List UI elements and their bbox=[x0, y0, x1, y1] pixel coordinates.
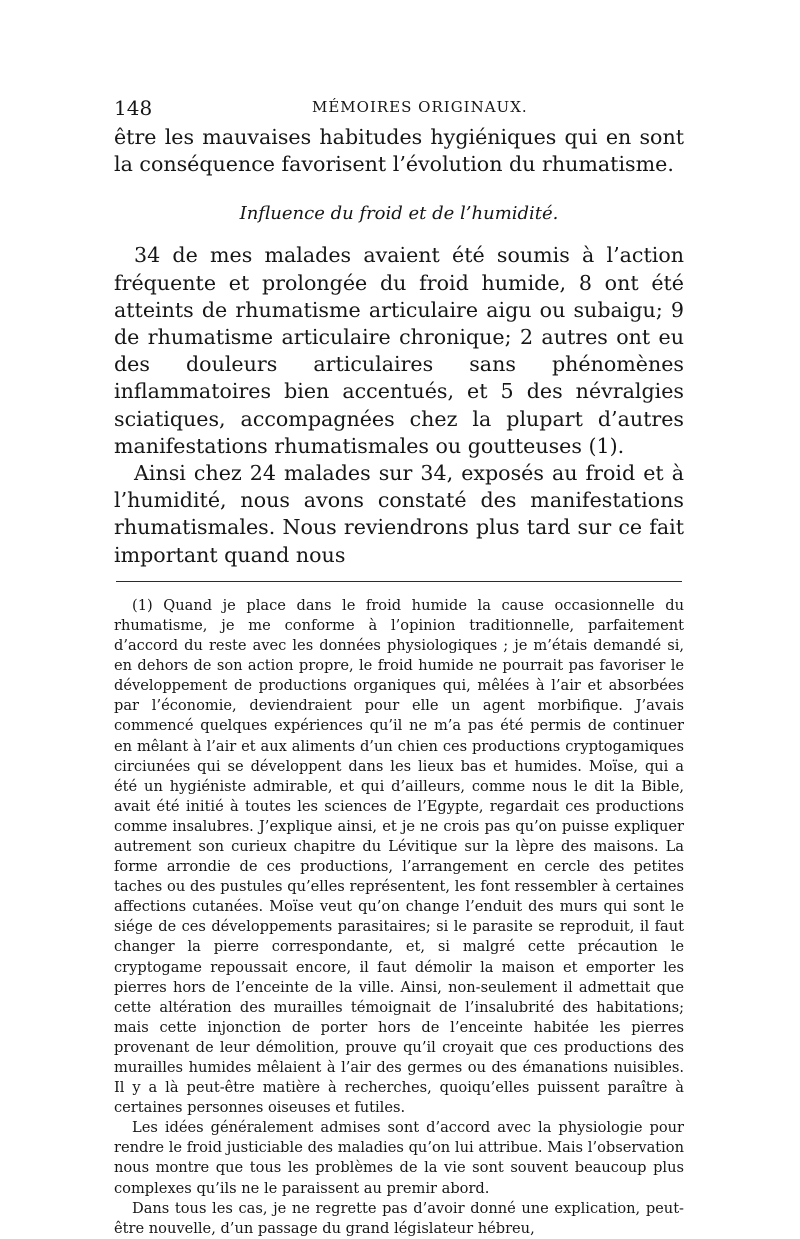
intro-paragraph: être les mauvaises habitudes hygiéniques qui en sont la conséquence favorisent l’évolution du rhumatisme. bbox=[114, 125, 684, 177]
page-number: 148 bbox=[114, 96, 153, 120]
running-title: MÉMOIRES ORIGINAUX. bbox=[312, 98, 528, 116]
footnote-paragraph: Dans tous les cas, je ne regrette pas d’avoir donné une explication, peut-être nouvelle, d’un passage du grand législateur hébreu, bbox=[114, 1199, 684, 1237]
running-header bbox=[114, 96, 684, 124]
body-paragraph: 34 de mes malades avaient été soumis à l’action fréquente et prolongée du froid humide, 8 ont été atteints de rhumatisme articulaire aigu ou subaigu; 9 de rhumatisme articulaire chronique; 2 autres ont eu des douleurs articulaires sans phénomènes inflammatoires bien accentués, et 5 des névralgies sciatiques, accompagnées chez la plupart d’autres manifestations rhumatismales ou goutteuses (1). bbox=[114, 243, 684, 458]
footnote-paragraph: Les idées généralement admises sont d’accord avec la physiologie pour rendre le froid justiciable des maladies qu’on lui attribue. Mais l’observation nous montre que tous les problèmes de la vie sont souvent beaucoup plus complexes qu’ils ne le paraissent au premir abord. bbox=[114, 1119, 684, 1197]
book-page bbox=[114, 96, 684, 1239]
section-heading: Influence du froid et de l’humidité. bbox=[239, 203, 559, 225]
footnote-divider bbox=[116, 581, 682, 582]
body-paragraph: Ainsi chez 24 malades sur 34, exposés au froid et à l’humidité, nous avons constaté des manifestations rhumatismales. Nous reviendrons plus tard sur ce fait important quand nous bbox=[114, 461, 684, 567]
footnote-paragraph: (1) Quand je place dans le froid humide la cause occasionnelle du rhumatisme, je me conforme à l’opinion traditionnelle, parfaitement d’accord du reste avec les données physiologiques ; je m’étais demandé si, en dehors de son action propre, le froid humide ne pourrait pas favoriser le développement de productions organiques qui, mêlées à l’air et absorbées par l’économie, deviendraient pour elle un agent morbifique. J’avais commencé quelques expériences qu’il ne m’a pas été permis de continuer en mêlant à l’air et aux aliments d’un chien ces productions cryptogamiques circiunées qui se développent dans les lieux bas et humides. Moïse, qui a été un hygiéniste admirable, et qui d’ailleurs, comme nous le dit la Bible, avait été initié à toutes les sciences de l’Egypte, regardait ces productions comme insalubres. J’explique ainsi, et je ne crois pas qu’on puisse expliquer autrement son curieux chapitre du Lévitique sur la lèpre des maisons. La forme arrondie de ces productions, l’arrangement en cercle des petites taches ou des pustules qu’elles représentent, les font ressembler à certaines affections cutanées. Moïse veut qu’on change l’enduit des murs qui sont le siége de ces développements parasitaires; si le parasite se reproduit, il faut changer la pierre correspondante, et, si malgré cette précaution le cryptogame repoussait encore, il faut démolir la maison et emporter les pierres hors de l’enceinte de la ville. Ainsi, non-seulement il admettait que cette altération des murailles témoignait de l’insalubrité des habitations; mais cette injonction de porter hors de l’enceinte habitée les pierres provenant de leur démolition, prouve qu’il croyait que ces productions des murailles humides mêlaient à l’air des germes ou des émanations nuisibles. Il y a là peut-être matière à recherches, quoiqu’elles puissent paraître à certaines personnes oiseuses et futiles. bbox=[114, 596, 684, 1117]
